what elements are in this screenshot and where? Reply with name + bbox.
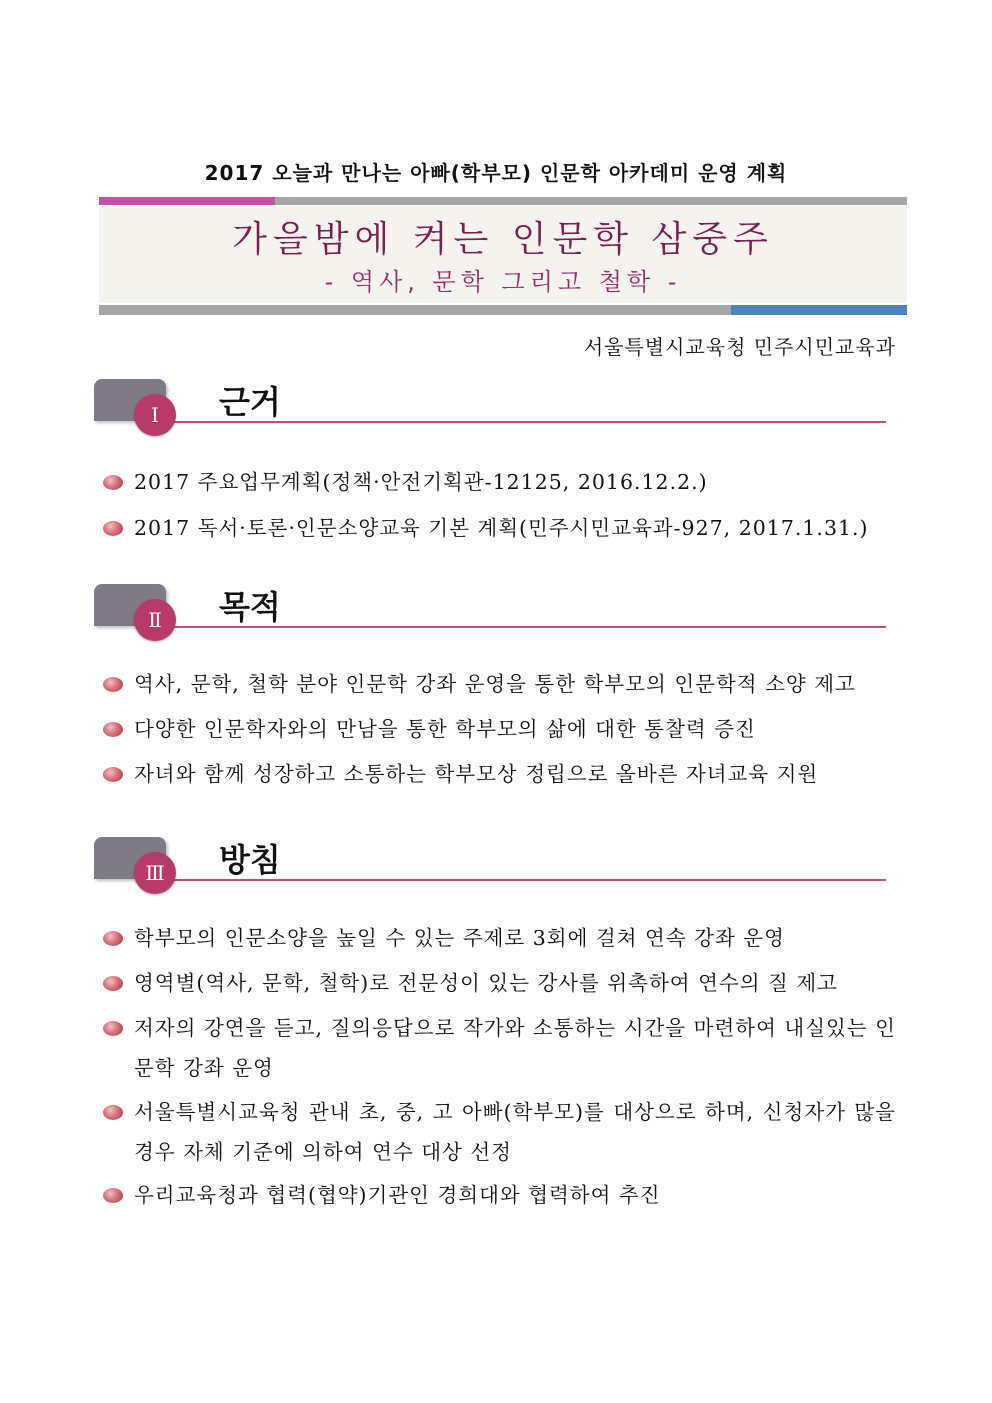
banner-title: 가을밤에 켜는 인문학 삼중주: [232, 219, 774, 260]
bullet-icon: [103, 1021, 123, 1036]
bullet-icon: [103, 722, 123, 737]
list-item-text: 서울특별시교육청 관내 초, 중, 고 아빠(학부모)를 대상으로 하며, 신청자가 많을 경우 자체 기준에 의하여 연수 대상 선정: [134, 1100, 896, 1164]
list-item-text: 우리교육청과 협력(협약)기관인 경희대와 협력하여 추진: [134, 1183, 661, 1207]
list-item-text: 영역별(역사, 문학, 철학)로 전문성이 있는 강사를 위촉하여 연수의 질 제고: [134, 971, 838, 995]
bottom-divider-bar: [99, 305, 907, 315]
list-item: [103, 462, 903, 502]
bullet-icon: [103, 931, 123, 946]
bullet-icon: [103, 1105, 123, 1120]
bullet-icon: [103, 521, 123, 536]
list-item-text: 2017 주요업무계획(정책·안전기획관-12125, 2016.12.2.): [134, 470, 708, 494]
list-item: [103, 1175, 903, 1215]
section-number-badge: Ⅲ: [134, 852, 176, 894]
list-item-text: 다양한 인문학자와의 만남을 통한 학부모의 삶에 대한 통찰력 증진: [134, 717, 756, 741]
section-number-badge: Ⅱ: [134, 599, 176, 641]
bullet-icon: [103, 475, 123, 490]
list-item: [103, 1092, 903, 1172]
top-divider-bar: [99, 197, 907, 205]
list-item: [103, 963, 903, 1003]
list-item-text: 2017 독서·토론·인문소양교육 기본 계획(민주시민교육과-927, 2017.1.31.): [134, 516, 869, 540]
list-item-text: 자녀와 함께 성장하고 소통하는 학부모상 정립으로 올바른 자녀교육 지원: [134, 762, 819, 786]
list-item: [103, 918, 903, 958]
section-policy-header: [94, 837, 886, 897]
document-title: 2017 오늘과 만나는 아빠(학부모) 인문학 아카데미 운영 계획: [204, 161, 788, 185]
list-item: [103, 664, 903, 704]
section-basis-header: [94, 379, 886, 439]
bullet-icon: [103, 976, 123, 991]
section-title: 근거: [219, 383, 281, 421]
top-divider-accent: [99, 197, 275, 205]
section-title: 방침: [219, 841, 281, 879]
list-item: [103, 754, 903, 794]
list-item: [103, 508, 903, 548]
bullet-icon: [103, 677, 123, 692]
list-item-text: 역사, 문학, 철학 분야 인문학 강좌 운영을 통한 학부모의 인문학적 소양 제고: [134, 672, 856, 696]
list-item: [103, 1008, 903, 1088]
department-name: 서울특별시교육청 민주시민교육과: [583, 335, 896, 359]
list-item-text: 학부모의 인문소양을 높일 수 있는 주제로 3회에 걸쳐 연속 강좌 운영: [134, 926, 785, 950]
bullet-icon: [103, 767, 123, 782]
banner-subtitle: - 역사, 문학 그리고 철학 -: [324, 268, 682, 296]
list-item-text: 저자의 강연을 듣고, 질의응답으로 작가와 소통하는 시간을 마련하여 내실있는 인문학 강좌 운영: [134, 1016, 896, 1080]
bullet-icon: [103, 1188, 123, 1203]
list-item: [103, 709, 903, 749]
section-purpose-header: [94, 584, 886, 644]
section-title: 목적: [219, 588, 281, 626]
bottom-divider-accent: [731, 305, 907, 315]
section-number-badge: Ⅰ: [134, 394, 176, 436]
